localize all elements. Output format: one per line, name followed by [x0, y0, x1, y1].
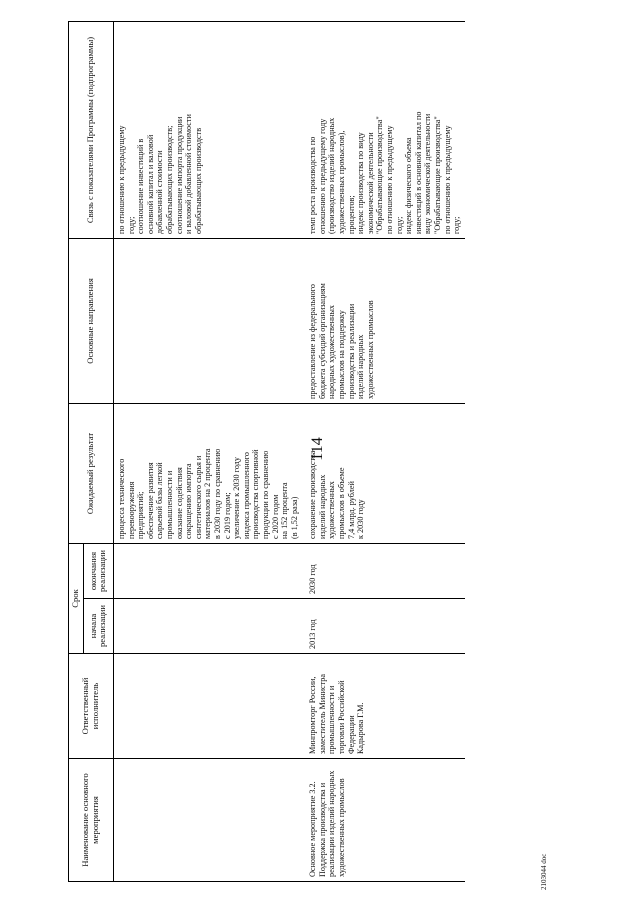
header-end: окончания реализации	[83, 543, 113, 598]
cell-line: обрабатывающих производств;	[164, 125, 174, 234]
cell-line: обеспечение развития	[145, 462, 155, 539]
cell-line: по отношению к предыдущему	[385, 125, 395, 234]
cell-line: художественных промыслов	[365, 300, 375, 399]
header-executor: Ответственный исполнитель	[69, 654, 114, 759]
cell-line: сырьевой базы легкой	[155, 462, 165, 539]
cell-line: бюджета субсидий организациям	[317, 283, 327, 399]
cell-link	[114, 21, 303, 238]
cell-line: материалов на 2 процента	[203, 448, 213, 539]
cell-line: индекс производства по виду	[356, 132, 366, 234]
cell-line: в 2030 году по сравнению	[212, 448, 222, 539]
cell-line: соотношение импорта продукции	[174, 116, 184, 234]
table-row	[114, 21, 303, 881]
cell-end: 2030 год	[302, 543, 465, 598]
cell-line: промышленности и	[327, 685, 337, 754]
cell-line: промышленности и	[164, 470, 174, 539]
cell-line: темп роста производства по	[308, 136, 318, 234]
header-name: Наименование основного мероприятия	[69, 759, 114, 882]
cell-result	[114, 403, 303, 543]
cell-line: торговли Российской	[337, 680, 347, 754]
cell-line: с 2019 годом;	[222, 492, 232, 539]
cell-line: заместитель Министра	[317, 673, 327, 754]
cell-line: отношению к предыдущему году	[317, 118, 327, 234]
cell-end	[114, 543, 303, 598]
cell-line: добавленной стоимости	[155, 150, 165, 234]
cell-line: производства спортивной	[251, 449, 261, 539]
cell-line: году;	[452, 216, 462, 234]
cell-line: сохранение производства	[308, 450, 318, 539]
cell-line: реализации изделий народных	[327, 770, 337, 877]
cell-line: Поддержка производства и	[317, 782, 327, 877]
cell-line: "Обрабатывающие производства"	[433, 116, 442, 234]
measures-table	[68, 21, 465, 882]
cell-line: по отношению к предыдущему	[442, 125, 452, 234]
header-term: Срок	[69, 543, 84, 653]
cell-line: процесса технического	[117, 458, 126, 539]
cell-line: на 152 процента	[280, 482, 290, 539]
cell-line: синтетического сырья и	[193, 455, 203, 539]
cell-line: изделий народных	[356, 334, 366, 399]
cell-line: производства и реализации	[346, 303, 356, 399]
cell-line: промыслов в объеме	[337, 467, 347, 539]
cell-line: виду экономической деятельности	[423, 113, 433, 234]
cell-name	[302, 759, 465, 882]
cell-line: году;	[126, 216, 136, 234]
cell-line: (в 1,52 раза)	[289, 496, 299, 539]
cell-line: художественных	[327, 481, 337, 539]
cell-line: основной капитал и валовой	[145, 134, 155, 234]
cell-line: 7,4 млрд. рублей	[346, 481, 356, 539]
cell-line: изделий народных	[317, 474, 327, 539]
cell-line: оказание содействия	[174, 467, 184, 539]
cell-start: 2013 год	[302, 599, 465, 654]
cell-line: с 2020 годом	[270, 494, 280, 539]
cell-line: по отношению к предыдущему	[117, 125, 126, 234]
cell-line: и валовой добавленной стоимости	[184, 114, 194, 234]
cell-line: инвестиций в основной капитал по	[413, 111, 423, 234]
cell-line: обрабатывающих производств	[193, 127, 203, 234]
cell-line: увеличение к 2030 году	[232, 457, 242, 539]
rotated-page-content	[0, 15, 640, 890]
cell-line: к 2030 году	[356, 499, 366, 539]
cell-line: Кадырова Г.М.	[356, 702, 366, 754]
cell-line: Основное мероприятие 3.2.	[308, 781, 318, 877]
cell-line: соотношение инвестиций в	[136, 138, 146, 234]
cell-line: художественных промыслов	[337, 778, 347, 877]
header-link: Связь с показателями Программы (подпрограммы)	[69, 21, 114, 238]
page-number: 114	[309, 437, 326, 461]
header-directions: Основные направления	[69, 238, 114, 403]
cell-line: индекс физического объема	[404, 137, 414, 234]
cell-executor	[114, 654, 303, 759]
cell-line: Минпромторг России,	[308, 676, 318, 754]
cell-line: "Обрабатывающие производства"	[375, 116, 385, 234]
cell-line: сокращению импорта	[184, 463, 194, 539]
cell-line: процентов;	[346, 195, 356, 234]
cell-start	[114, 599, 303, 654]
cell-line: индекса промышленного	[241, 452, 251, 539]
table-row	[302, 21, 465, 881]
cell-line: (производство изделий народных	[327, 117, 337, 234]
cell-line: Федерации	[346, 715, 356, 754]
cell-executor	[302, 654, 465, 759]
document-code: 2103044 doc	[540, 853, 548, 890]
cell-line: предоставление из федерального	[308, 284, 318, 399]
cell-line: предприятий;	[136, 491, 146, 539]
cell-line: году;	[394, 216, 404, 234]
header-result: Ожидаемый результат	[69, 403, 114, 543]
cell-line: перевооружения	[126, 481, 136, 539]
cell-name	[114, 759, 303, 882]
cell-line: художественных промыслов),	[337, 130, 347, 234]
cell-line: промыслов на поддержку	[337, 310, 347, 399]
cell-line: экономической деятельности	[365, 132, 375, 234]
cell-directions	[302, 238, 465, 403]
header-start: начала реализации	[83, 599, 113, 654]
cell-line: продукции по сравнению	[260, 450, 270, 539]
cell-directions	[114, 238, 303, 403]
cell-line: народных художественных	[327, 305, 337, 399]
cell-link	[302, 21, 465, 238]
cell-result	[302, 403, 465, 543]
